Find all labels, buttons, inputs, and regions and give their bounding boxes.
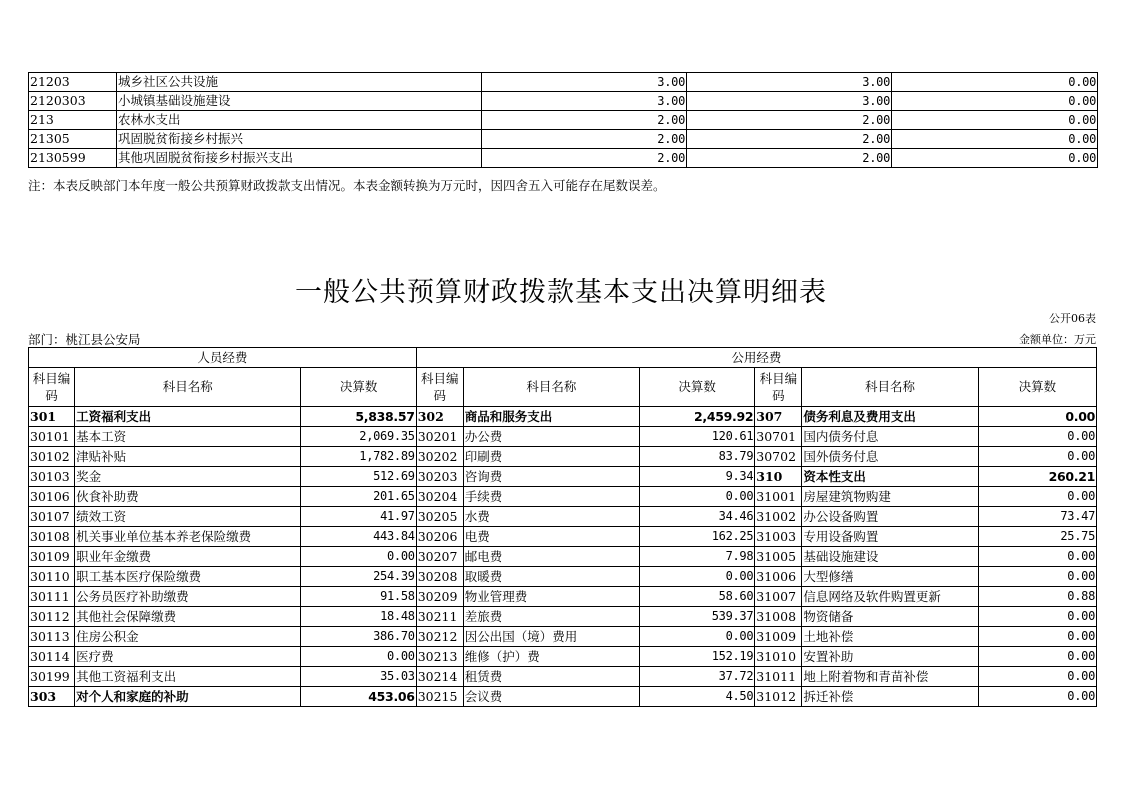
subject-code: 30701 [755,427,802,447]
table-row [29,407,1097,427]
col-name-header: 科目名称 [75,368,301,407]
table-row [29,73,1098,92]
amount-cell: 0.00 [640,627,755,647]
amount-cell: 0.00 [978,447,1096,467]
table-row [29,527,1097,547]
subject-name: 办公费 [463,427,639,447]
amount-cell: 3.00 [482,92,687,111]
amount-cell: 0.00 [301,547,416,567]
subject-code: 30212 [416,627,463,647]
subject-name: 其他工资福利支出 [75,667,301,687]
amount-cell: 2.00 [482,149,687,168]
subject-name: 国外债务付息 [802,447,978,467]
subject-name: 住房公积金 [75,627,301,647]
table-row [29,507,1097,527]
subject-name: 医疗费 [75,647,301,667]
subject-code: 310 [755,467,802,487]
amount-cell: 0.00 [978,647,1096,667]
subject-code: 30202 [416,447,463,467]
table-row [29,111,1098,130]
amount-cell: 0.00 [978,667,1096,687]
subject-code: 30208 [416,567,463,587]
subject-name: 伙食补助费 [75,487,301,507]
subject-name: 国内债务付息 [802,427,978,447]
amount-cell: 34.46 [640,507,755,527]
subject-name: 商品和服务支出 [463,407,639,427]
main-table-body [29,407,1097,707]
subject-code: 30702 [755,447,802,467]
amount-cell: 2.00 [687,111,892,130]
department-label: 部门：桃江县公安局 [28,332,141,347]
subject-code: 30199 [29,667,75,687]
column-header-row [29,368,1097,407]
subject-name: 农林水支出 [117,111,482,130]
subject-name: 其他社会保障缴费 [75,607,301,627]
table-row [29,547,1097,567]
subject-name: 奖金 [75,467,301,487]
subject-name: 邮电费 [463,547,639,567]
col-code-header: 科目编码 [29,368,75,407]
subject-name: 地上附着物和青苗补偿 [802,667,978,687]
subject-name: 职工基本医疗保险缴费 [75,567,301,587]
amount-cell: 2.00 [482,111,687,130]
amount-cell: 201.65 [301,487,416,507]
amount-cell: 152.19 [640,647,755,667]
amount-cell: 453.06 [301,687,416,707]
subject-code: 30107 [29,507,75,527]
amount-cell: 2,459.92 [640,407,755,427]
subject-code: 31011 [755,667,802,687]
subject-code: 31001 [755,487,802,507]
col-code-header: 科目编码 [755,368,802,407]
amount-cell: 254.39 [301,567,416,587]
top-expenditure-table [28,72,1098,168]
subject-code: 31008 [755,607,802,627]
subject-code: 30205 [416,507,463,527]
col-code-header: 科目编码 [416,368,463,407]
amount-cell: 539.37 [640,607,755,627]
amount-cell: 2.00 [687,149,892,168]
subject-name: 基础设施建设 [802,547,978,567]
subject-name: 房屋建筑物购建 [802,487,978,507]
amount-cell: 0.00 [978,487,1096,507]
subject-name: 办公设备购置 [802,507,978,527]
table-row [29,447,1097,467]
subject-code: 31003 [755,527,802,547]
group-header-row [29,348,1097,368]
subject-code: 21203 [29,73,117,92]
subject-name: 取暖费 [463,567,639,587]
basic-expenditure-detail-table [28,347,1097,707]
subject-name: 大型修缮 [802,567,978,587]
table-row [29,427,1097,447]
table-row [29,92,1098,111]
amount-cell: 0.00 [978,407,1096,427]
subject-code: 31007 [755,587,802,607]
subject-name: 物资储备 [802,607,978,627]
amount-cell: 162.25 [640,527,755,547]
amount-cell: 83.79 [640,447,755,467]
subject-name: 资本性支出 [802,467,978,487]
subject-name: 会议费 [463,687,639,707]
amount-cell: 0.00 [301,647,416,667]
table-row [29,487,1097,507]
col-amount-header: 决算数 [640,368,755,407]
subject-code: 30111 [29,587,75,607]
amount-cell: 0.00 [978,427,1096,447]
subject-code: 303 [29,687,75,707]
subject-code: 2120303 [29,92,117,111]
subject-name: 印刷费 [463,447,639,467]
table-row [29,647,1097,667]
amount-cell: 0.00 [978,687,1096,707]
table-row [29,607,1097,627]
subject-code: 302 [416,407,463,427]
subject-code: 31002 [755,507,802,527]
subject-code: 30102 [29,447,75,467]
amount-cell: 35.03 [301,667,416,687]
amount-cell: 25.75 [978,527,1096,547]
subject-code: 30110 [29,567,75,587]
amount-cell: 0.00 [640,487,755,507]
subject-name: 手续费 [463,487,639,507]
subject-name: 信息网络及软件购置更新 [802,587,978,607]
subject-name: 工资福利支出 [75,407,301,427]
amount-cell: 2.00 [482,130,687,149]
col-amount-header: 决算数 [978,368,1096,407]
subject-name: 电费 [463,527,639,547]
subject-code: 31006 [755,567,802,587]
subject-name: 维修（护）费 [463,647,639,667]
subject-code: 30206 [416,527,463,547]
col-amount-header: 决算数 [301,368,416,407]
col-name-header: 科目名称 [463,368,639,407]
amount-cell: 7.98 [640,547,755,567]
table-note: 注：本表反映部门本年度一般公共预算财政拨款支出情况。本表金额转换为万元时，因四舍五入可能存在尾数误差。 [28,178,666,193]
amount-cell: 73.47 [978,507,1096,527]
amount-cell: 0.88 [978,587,1096,607]
amount-cell: 260.21 [978,467,1096,487]
amount-cell: 0.00 [892,73,1098,92]
amount-cell: 512.69 [301,467,416,487]
subject-code: 30207 [416,547,463,567]
table-row [29,667,1097,687]
subject-name: 债务利息及费用支出 [802,407,978,427]
top-table-body [29,73,1098,168]
amount-cell: 0.00 [892,149,1098,168]
amount-cell: 91.58 [301,587,416,607]
subject-code: 31005 [755,547,802,567]
table-row [29,687,1097,707]
subject-name: 小城镇基础设施建设 [117,92,482,111]
amount-cell: 0.00 [892,111,1098,130]
table-row [29,567,1097,587]
amount-cell: 58.60 [640,587,755,607]
subject-name: 土地补偿 [802,627,978,647]
table-row [29,149,1098,168]
amount-cell: 5,838.57 [301,407,416,427]
amount-cell: 0.00 [640,567,755,587]
subject-code: 30201 [416,427,463,447]
amount-cell: 2,069.35 [301,427,416,447]
subject-name: 对个人和家庭的补助 [75,687,301,707]
subject-code: 21305 [29,130,117,149]
amount-cell: 443.84 [301,527,416,547]
col-name-header: 科目名称 [802,368,978,407]
public-header: 公用经费 [416,348,1096,368]
subject-code: 30211 [416,607,463,627]
subject-code: 30203 [416,467,463,487]
amount-cell: 0.00 [978,547,1096,567]
subject-name: 专用设备购置 [802,527,978,547]
personnel-header: 人员经费 [29,348,417,368]
subject-code: 30101 [29,427,75,447]
amount-cell: 37.72 [640,667,755,687]
amount-unit-label: 金额单位：万元 [1019,333,1096,346]
subject-name: 公务员医疗补助缴费 [75,587,301,607]
table-row [29,130,1098,149]
table-row [29,467,1097,487]
subject-name: 基本工资 [75,427,301,447]
amount-cell: 0.00 [978,607,1096,627]
subject-code: 30209 [416,587,463,607]
amount-cell: 386.70 [301,627,416,647]
subject-code: 213 [29,111,117,130]
table-row [29,587,1097,607]
subject-code: 31010 [755,647,802,667]
amount-cell: 0.00 [978,567,1096,587]
amount-cell: 2.00 [687,130,892,149]
subject-code: 301 [29,407,75,427]
amount-cell: 1,782.89 [301,447,416,467]
subject-name: 租赁费 [463,667,639,687]
subject-code: 307 [755,407,802,427]
amount-cell: 4.50 [640,687,755,707]
subject-code: 30215 [416,687,463,707]
subject-code: 30108 [29,527,75,547]
subject-name: 水费 [463,507,639,527]
subject-code: 30114 [29,647,75,667]
amount-cell: 0.00 [892,130,1098,149]
subject-code: 30213 [416,647,463,667]
amount-cell: 3.00 [687,92,892,111]
subject-name: 因公出国（境）费用 [463,627,639,647]
subject-code: 30214 [416,667,463,687]
subject-name: 机关事业单位基本养老保险缴费 [75,527,301,547]
amount-cell: 18.48 [301,607,416,627]
amount-cell: 41.97 [301,507,416,527]
subject-name: 拆迁补偿 [802,687,978,707]
subject-code: 2130599 [29,149,117,168]
amount-cell: 3.00 [482,73,687,92]
subject-name: 安置补助 [802,647,978,667]
subject-code: 30109 [29,547,75,567]
page-title: 一般公共预算财政拨款基本支出决算明细表 [295,277,827,308]
subject-name: 巩固脱贫衔接乡村振兴 [117,130,482,149]
subject-code: 31012 [755,687,802,707]
subject-name: 津贴补贴 [75,447,301,467]
subject-code: 30112 [29,607,75,627]
subject-name: 物业管理费 [463,587,639,607]
amount-cell: 0.00 [892,92,1098,111]
subject-code: 31009 [755,627,802,647]
subject-code: 30204 [416,487,463,507]
subject-name: 其他巩固脱贫衔接乡村振兴支出 [117,149,482,168]
subject-name: 绩效工资 [75,507,301,527]
subject-code: 30106 [29,487,75,507]
subject-name: 城乡社区公共设施 [117,73,482,92]
subject-code: 30113 [29,627,75,647]
amount-cell: 0.00 [978,627,1096,647]
subject-name: 职业年金缴费 [75,547,301,567]
amount-cell: 120.61 [640,427,755,447]
subject-name: 咨询费 [463,467,639,487]
amount-cell: 3.00 [687,73,892,92]
form-number: 公开06表 [1049,312,1096,325]
subject-code: 30103 [29,467,75,487]
amount-cell: 9.34 [640,467,755,487]
table-row [29,627,1097,647]
subject-name: 差旅费 [463,607,639,627]
